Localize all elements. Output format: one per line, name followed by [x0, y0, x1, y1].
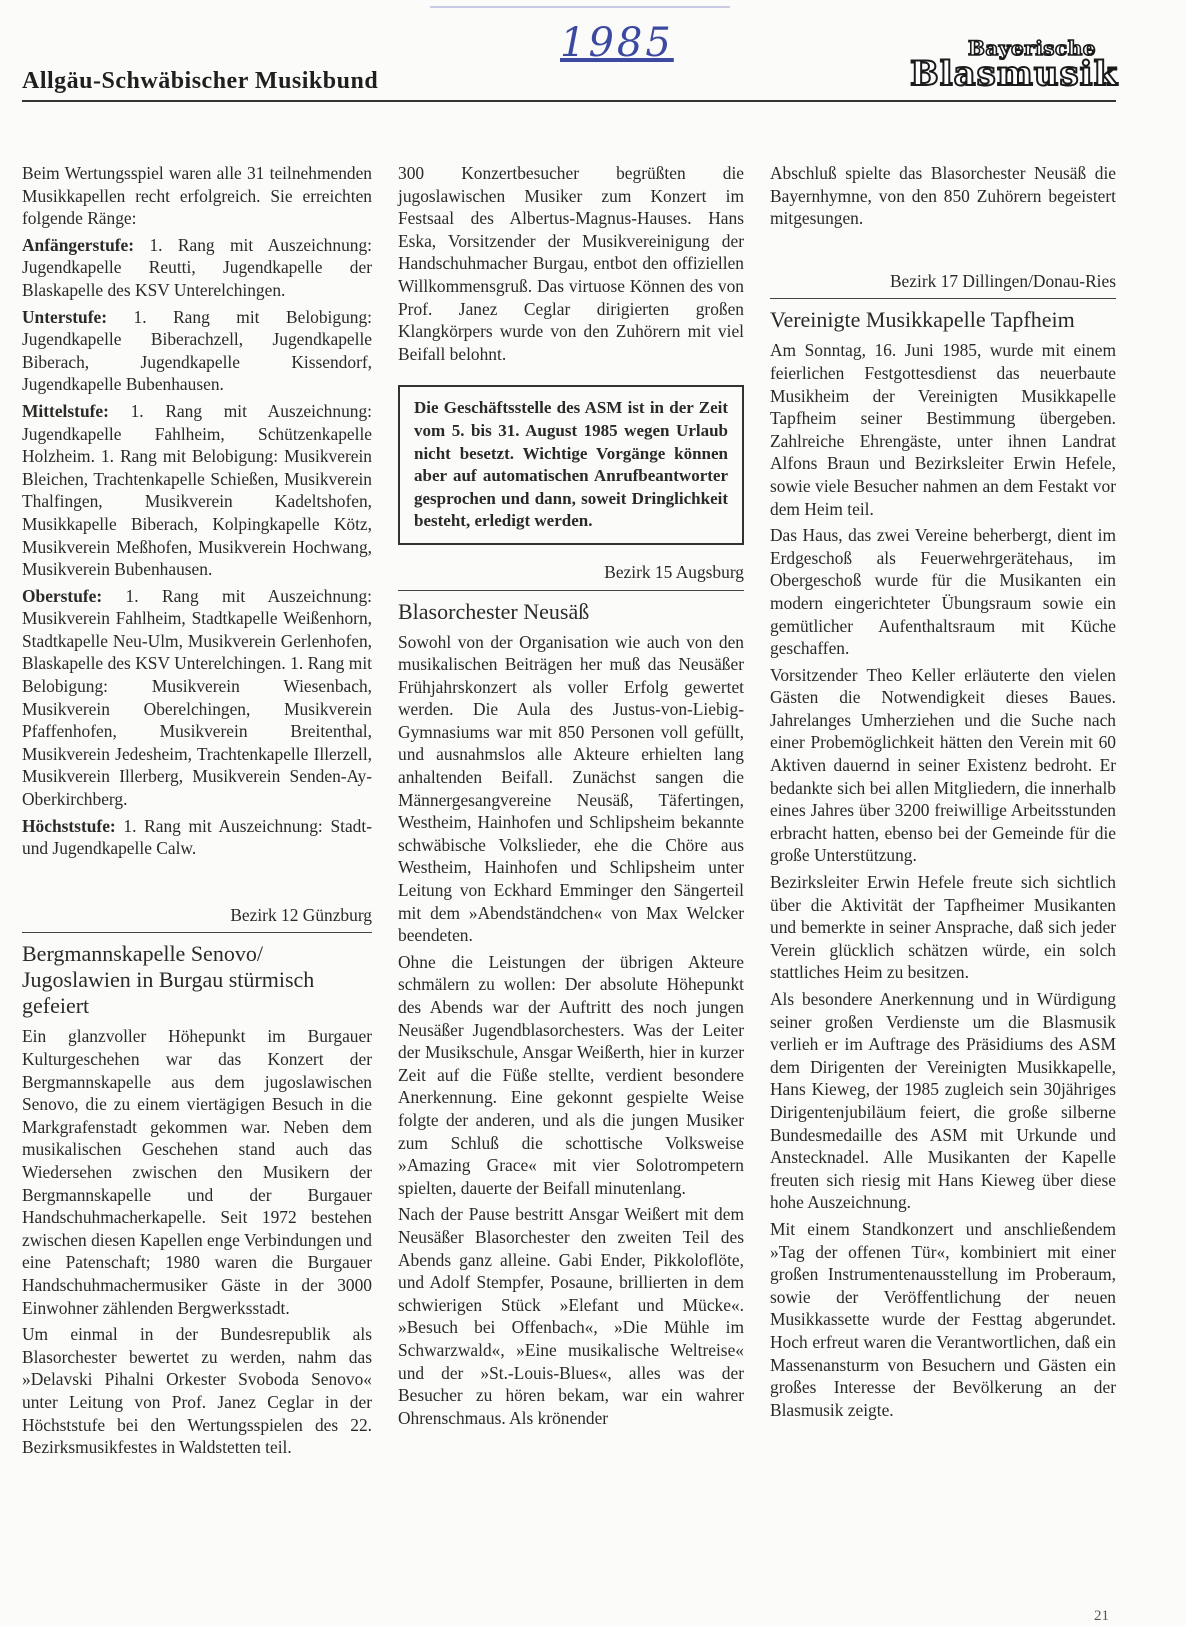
- column-2: [398, 162, 744, 1433]
- result-paragraph: [22, 585, 372, 811]
- article-paragraph: 300 Konzertbesucher begrüßten die jugoslawischen Musiker zum Konzert im Festsaal des Albertus-Magnus-Hauses. Hans Eska, Vorsitzender der Musikvereinigung der Handschuhmacher Burgau, entbot den offiziellen Willkommensgruß. Das virtuose Können des von Prof. Janez Ceglar dirigierten großen Klangkörpers wurde von den Zuhörern mit viel Beifall belohnt.: [398, 163, 744, 364]
- article-paragraph: Ein glanzvoller Höhepunkt im Burgauer Kulturgeschehen war das Konzert der Bergmannskapelle aus dem jugoslawischen Senovo, die zu einem viertägigen Besuch in die Markgrafenstadt gekommen war. Neben dem musikalischen Geschehen stand auch das Wiedersehen zwischen den Musikern der Bergmannskapelle und der Burgauer Handschuhmacherkapelle. Seit 1972 bestehen zwischen diesen Kapellen enge Verbindungen und eine Patenschaft; 1980 waren die Burgauer Handschuhmachermusiker Gäste in der 3000 Einwohner zählenden Bergwerksstadt.: [22, 1026, 372, 1318]
- result-paragraph: [22, 234, 372, 302]
- article-paragraph: Sowohl von der Organisation wie auch von den musikalischen Beiträgen her muß das Neusäßer Frühjahrskonzert als voller Erfolg gewertet werden. Die Aula des Justus-von-Liebig-Gymnasiums war mit 850 Personen voll gefüllt, und ausnahmslos alle Akteure erhielten lang anhaltenden Beifall. Zunächst sangen die Männergesangvereine Neusäß, Täfertingen, Westheim, Hainhofen und Schlipsheim bekannte schwäbische Volkslieder, ehe die Chöre aus Westheim, Hainhofen und Schlipsheim unter Leitung von Eckhard Emminger den Sängerteil mit dem »Abendständchen« von Max Welcker beendeten.: [398, 631, 744, 946]
- result-label: Anfängerstufe:: [22, 234, 135, 255]
- result-label: Oberstufe:: [22, 585, 103, 606]
- result-text: 1. Rang mit Auszeichnung: Jugendkapelle Reutti, Jugendkapelle der Blaskapelle des KSV Unterelchingen.: [22, 234, 372, 300]
- magazine-logo: [908, 36, 1118, 94]
- result-paragraph: [22, 306, 372, 396]
- article-headline: Vereinigte Musikkapelle Tapfheim: [770, 307, 1075, 333]
- column-1: [22, 162, 372, 1463]
- result-paragraph: [22, 815, 372, 860]
- article-paragraph: Mit einem Standkonzert und anschließendem »Tag der offenen Tür«, kombiniert mit einer großen Instrumentenausstellung im Proberaum, sowie der Veröffentlichung der neuen Musikkassette wurde der Festtag abgerundet. Hoch erfreut waren die Verantwortlichen, daß ein Massenansturm von Besuchern und Gästen ein großes Interesse der Bevölkerung an der Blasmusik zeigte.: [770, 1218, 1116, 1420]
- article-paragraph: Vorsitzender Theo Keller erläuterte den vielen Gästen die Notwendigkeit dieses Baues. Jahrelanges Umherziehen und die Suche nach einer Probemöglichkeit hätten den Verein mit 60 Aktiven dauernd in seiner Existenz bedroht. Er bedankte sich bei allen Mitgliedern, die innerhalb eines Jahres über 3200 freiwillige Arbeitsstunden erbracht hatten, ebenso bei der Gemeinde für die große Unterstützung.: [770, 664, 1116, 866]
- handwritten-year: 1985: [560, 20, 674, 66]
- result-label: Unterstufe:: [22, 306, 107, 327]
- article-paragraph: Bezirksleiter Erwin Hefele freute sich sichtlich über die Aktivität der Tapfheimer Musikanten und bemerkte in seiner Ansprache, daß sich jeder Verein glücklich schätzen würde, ein solch stattliches Heim zu besitzen.: [770, 872, 1116, 983]
- result-text: 1. Rang mit Belobigung: Jugendkapelle Biberachzell, Jugendkapelle Biberach, Jugendkapelle Kissendorf, Jugendkapelle Bubenhausen.: [22, 306, 372, 395]
- article-paragraph: Das Haus, das zwei Vereine beherbergt, dient im Erdgeschoß als Feuerwehrgerätehaus, im Obergeschoß wurde für die Musikanten ein modern eingerichteter Übungsraum sowie ein gemütlicher Aufenthaltsraum mit Küche geschaffen.: [770, 525, 1116, 659]
- article-headline: Bergmannskapelle Senovo/ Jugoslawien in Burgau stürmisch gefeiert: [22, 941, 315, 1019]
- article-paragraph: Abschluß spielte das Blasorchester Neusäß die Bayernhymne, von den 850 Zuhörern begeistert mitgesungen.: [770, 163, 1116, 229]
- article-paragraph: Am Sonntag, 16. Juni 1985, wurde mit einem feierlichen Festgottesdienst das neuerbaute Musikheim der Vereinigten Musikkapelle Tapfheim seiner Bestimmung übergeben. Zahlreiche Ehrengäste, unter ihnen Landrat Alfons Braun und Bezirksleiter Erwin Hefele, sowie viele Besucher nahmen an dem Festakt vor dem Heim teil.: [770, 340, 1116, 519]
- result-text: 1. Rang mit Auszeichnung: Musikverein Fahlheim, Stadtkapelle Weißenhorn, Stadtkapelle Neu-Ulm, Musikverein Gerlenhofen, Blaskapelle des KSV Unterelchingen. 1. Rang mit Belobigung: Musikverein Wiesenbach, Musikverein Oberelchingen, Musikverein Pfaffenhofen, Musikverein Breitenthal, Musikverein Jedesheim, Trachtenkapelle Illerzell, Musikverein Illerberg, Musikverein Senden-Ay-Oberkirchberg.: [22, 585, 372, 810]
- notice-box: Die Geschäftsstelle des ASM ist in der Zeit vom 5. bis 31. August 1985 wegen Urlaub nicht besetzt. Wichtige Vorgänge können aber auf automatischen Anrufbeantworter gesprochen und dann, soweit Dringlichkeit besteht, erledigt werden.: [398, 385, 744, 545]
- article-paragraph: Nach der Pause bestritt Ansgar Weißert mit dem Neusäßer Blasorchester den zweiten Teil des Abends ganz alleine. Gabi Ender, Pikkoloflöte, und Adolf Stempfer, Posaune, brillierten in dem schwierigen Stück »Elefant und Mücke«. »Besuch bei Offenbach«, »Die Mühle im Schwarzwald«, »Eine musikalische Weltreise« und der »St.-Louis-Blues«, alles was der Besucher zu hören bekam, war ein wahrer Ohrenschmaus. Als krönender: [398, 1204, 744, 1428]
- intro-paragraph: Beim Wertungsspiel waren alle 31 teilnehmenden Musikkapellen recht erfolgreich. Sie erreichten folgende Ränge:: [22, 163, 372, 229]
- district-heading: Bezirk 12 Günzburg: [22, 904, 372, 934]
- column-3: [770, 162, 1116, 1425]
- result-paragraph: [22, 400, 372, 581]
- result-label: Höchststufe:: [22, 815, 116, 836]
- article-paragraph: Um einmal in der Bundesrepublik als Blasorchester bewertet zu werden, nahm das »Delavski Pihalni Orkester Svoboda Senovo« unter Leitung von Prof. Janez Ceglar in der Höchststufe bei den Wertungsspielen des 22. Bezirksmusikfestes in Waldstetten teil.: [22, 1324, 372, 1458]
- header-rule: [22, 100, 1116, 102]
- section-header: Allgäu-Schwäbischer Musikbund: [22, 68, 379, 94]
- result-text: 1. Rang mit Auszeichnung: Jugendkapelle Fahlheim, Schützenkapelle Holzheim. 1. Rang mit Belobigung: Musikverein Bleichen, Trachtenkapelle Schießen, Musikverein Thalfingen, Musikverein Kadeltshofen, Musikkapelle Biberach, Kolpingkapelle Kötz, Musikverein Meßhofen, Musikverein Hochwang, Musikverein Bubenhausen.: [22, 400, 372, 580]
- scan-mark: [430, 0, 730, 8]
- logo-line-1: Bayerische: [967, 36, 1096, 60]
- article-paragraph: Ohne die Leistungen der übrigen Akteure schmälern zu wollen: Der absolute Höhepunkt des Abends war der Auftritt des noch jungen Neusäßer Jugendblasorchesters. Was der Leiter der Musikschule, Ansgar Weißerth, hier in kurzer Zeit auf die Füße stellte, verdient besondere Anerkennung. Eine gekonnt gespielte Weise folgte der anderen, und als die jungen Musiker zum Schluß die schottische Volksweise »Amazing Grace« mit vier Solotrompetern spielten, dauerte der Beifall minutenlang.: [398, 951, 744, 1198]
- article-headline: Blasorchester Neusäß: [398, 598, 590, 624]
- district-heading: Bezirk 17 Dillingen/Donau-Ries: [770, 270, 1116, 300]
- article-paragraph: Als besondere Anerkennung und in Würdigung seiner großen Verdienste um die Blasmusik verlieh er im Auftrage des Präsidiums des ASM dem Dirigenten der Vereinigten Musikkapelle, Hans Kieweg, der 1985 zugleich sein 30jähriges Dirigentenjubiläum feiert, die große silberne Bundesmedaille des ASM mit Urkunde und Anstecknadel. Alle Musikanten der Kapelle freuten sich riesig mit Hans Kieweg über diese hohe Auszeichnung.: [770, 989, 1116, 1213]
- result-text: 1. Rang mit Auszeichnung: Stadt- und Jugendkapelle Calw.: [22, 815, 372, 859]
- logo-line-2: Blasmusik: [910, 54, 1119, 94]
- district-heading: Bezirk 15 Augsburg: [398, 561, 744, 591]
- page-number: 21: [1094, 1608, 1109, 1624]
- result-label: Mittelstufe:: [22, 400, 109, 421]
